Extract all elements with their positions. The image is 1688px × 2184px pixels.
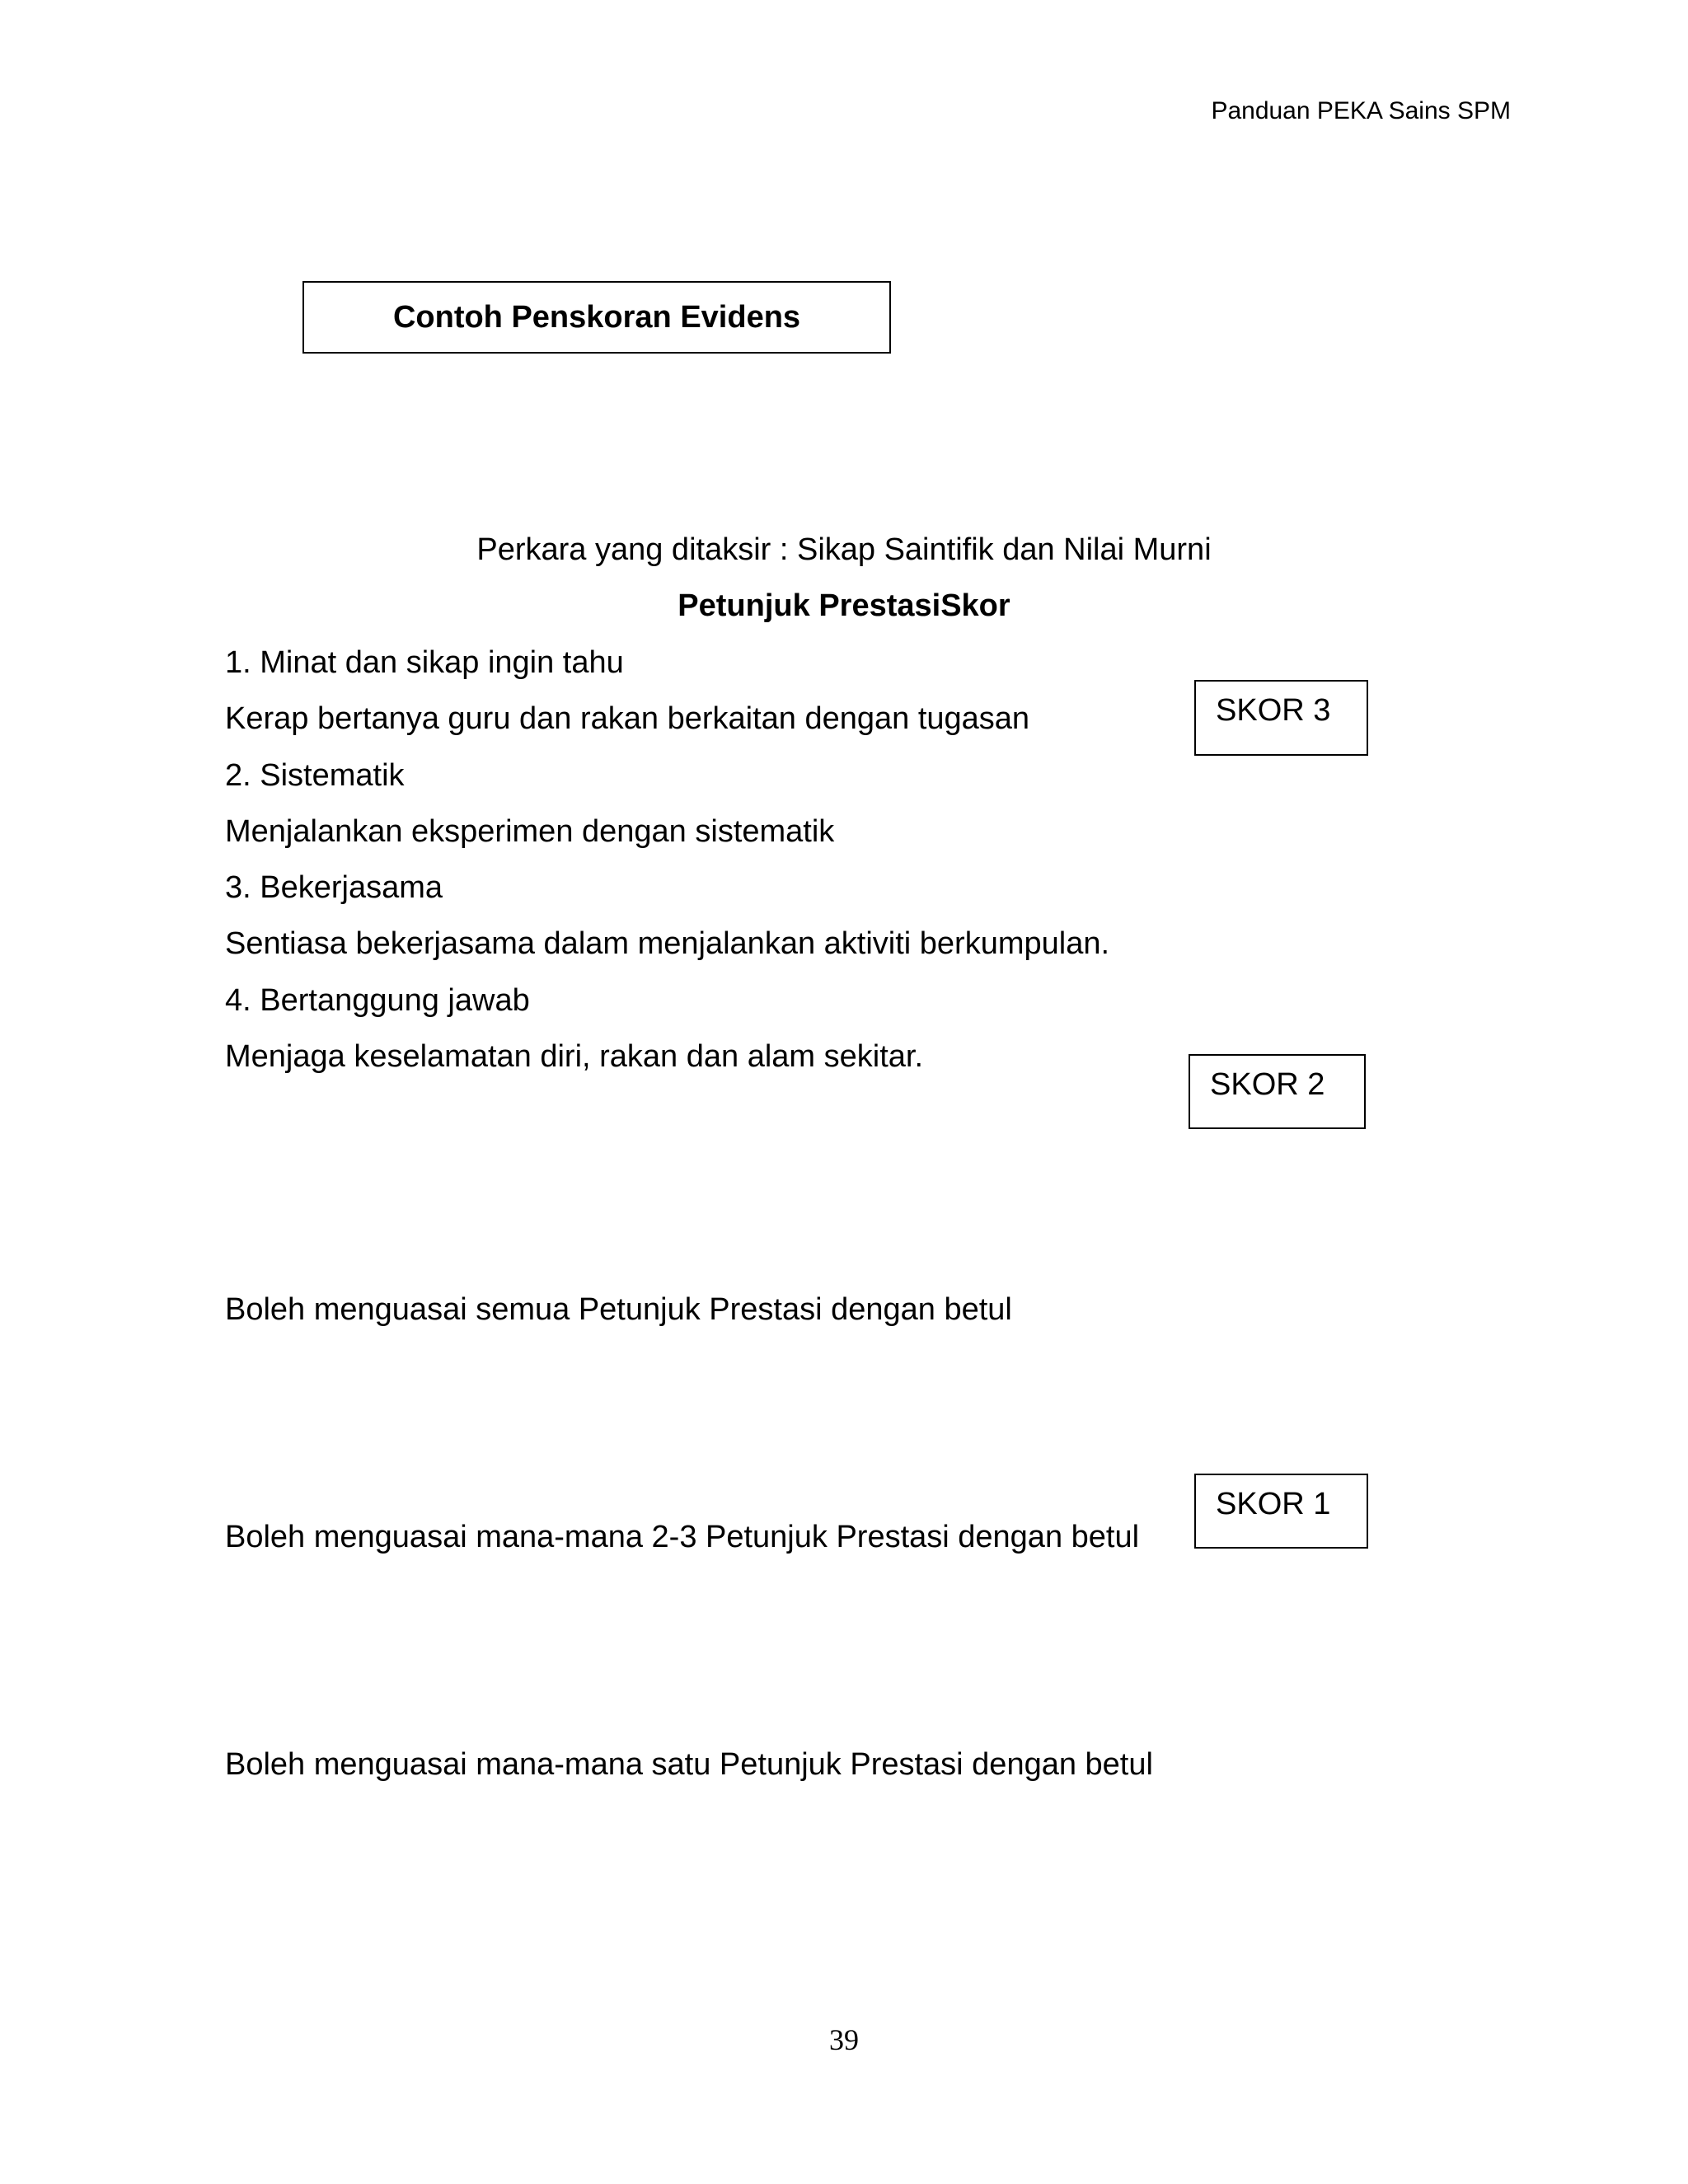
score-badge-1: SKOR 1 <box>1194 1474 1368 1549</box>
score-badge-2: SKOR 2 <box>1189 1054 1366 1129</box>
indicator-1-description: Kerap bertanya guru dan rakan berkaitan dengan tugasan <box>225 701 1030 736</box>
indicator-3-description: Sentiasa bekerjasama dalam menjalankan aktiviti berkumpulan. <box>225 926 1110 961</box>
score-2-description: Boleh menguasai semua Petunjuk Prestasi dengan betul <box>225 1292 1012 1327</box>
indicator-2-heading: 2. Sistematik <box>225 758 405 793</box>
score-badge-3: SKOR 3 <box>1194 680 1368 756</box>
page-number: 39 <box>829 2023 859 2056</box>
indicator-1-heading: 1. Minat dan sikap ingin tahu <box>225 645 624 680</box>
score-1-description: Boleh menguasai mana-mana 2-3 Petunjuk Prestasi dengan betul <box>225 1520 1140 1554</box>
assessed-item: Perkara yang ditaksir : Sikap Saintifik dan Nilai Murni <box>476 532 1212 567</box>
page-title: Contoh Penskoran Evidens <box>392 299 801 335</box>
score-0-description: Boleh menguasai mana-mana satu Petunjuk Prestasi dengan betul <box>225 1747 1153 1782</box>
running-header: Panduan PEKA Sains SPM <box>1211 97 1511 124</box>
indicator-4-heading: 4. Bertanggung jawab <box>225 983 530 1018</box>
table-heading: Petunjuk PrestasiSkor <box>678 588 1010 623</box>
indicator-4-description: Menjaga keselamatan diri, rakan dan alam sekitar. <box>225 1039 924 1074</box>
indicator-3-heading: 3. Bekerjasama <box>225 870 443 905</box>
indicator-2-description: Menjalankan eksperimen dengan sistematik <box>225 814 835 849</box>
title-box <box>302 281 891 354</box>
